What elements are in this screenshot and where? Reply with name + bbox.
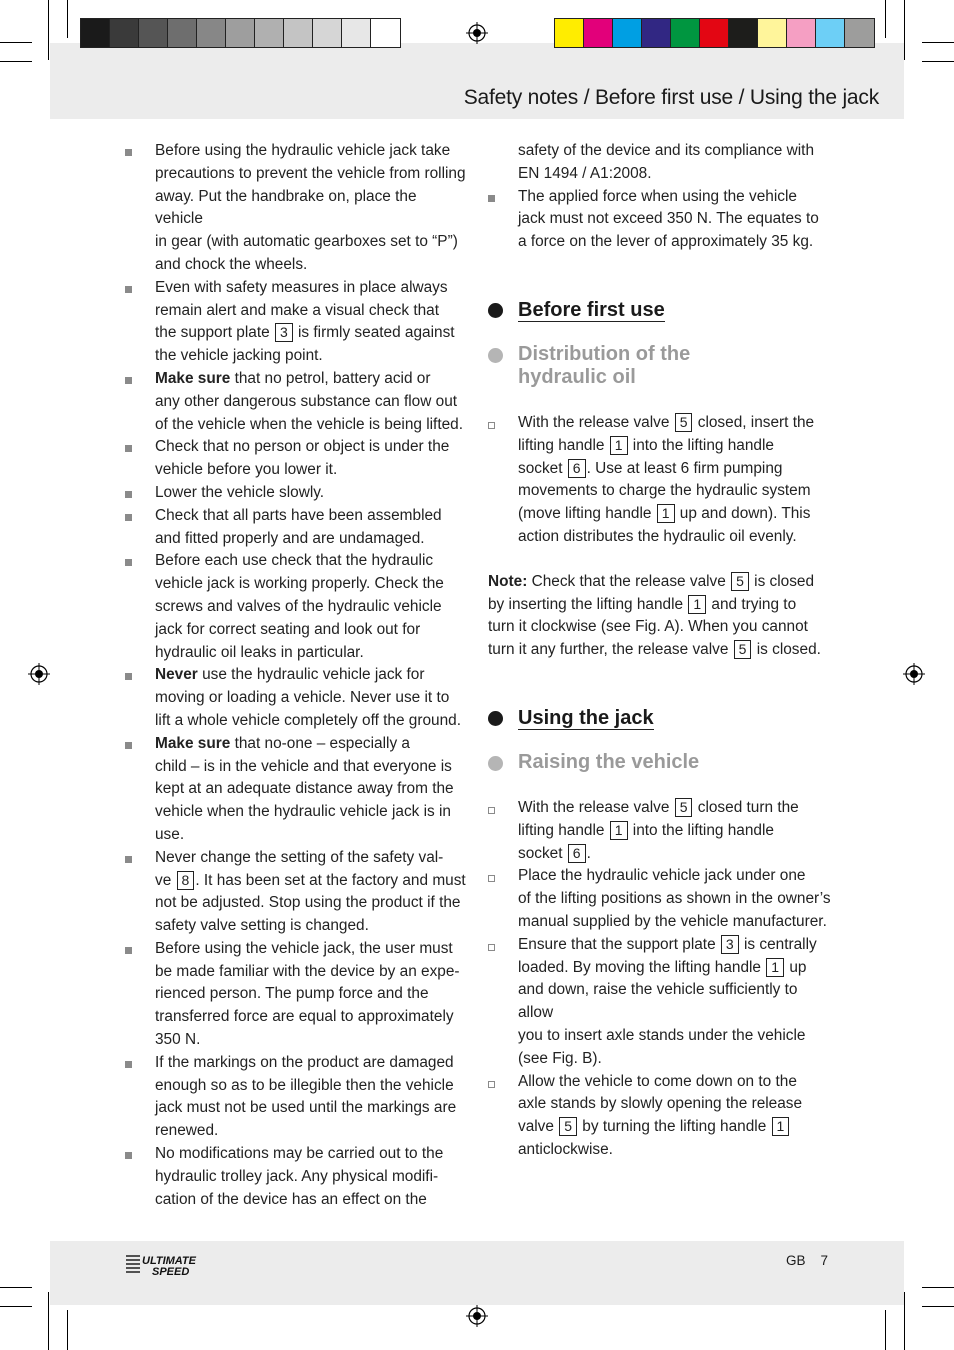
square-bullet-icon [125,286,132,293]
list-item: Before using the hydraulic vehicle jack take precautions to prevent the vehicle from rolling away. Put the handbrake on, place the vehicle in gear (with automatic gearboxes set to “P”) and chock the wheels. [122,140,468,277]
part-reference: 1 [688,595,706,614]
crop-mark [67,1310,68,1350]
crop-mark [67,0,68,38]
step-item: With the release valve 5 closed, insert the lifting handle 1 into the lifting handle socket 6 . Use at least 6 firm pumping movements to charge the hydraulic system (move lifting handle 1 up and down). This action distributes the hydraulic oil evenly. [488,412,832,549]
color-swatch [284,19,313,47]
registration-mark-icon [466,22,488,44]
list-item: Lower the vehicle slowly. [122,482,468,505]
color-swatch [81,19,110,47]
part-reference: 1 [766,958,784,977]
color-swatch [584,19,613,47]
subheading-raising-the-vehicle: Raising the vehicle [488,751,832,774]
part-reference: 5 [559,1117,577,1136]
part-reference: 3 [721,935,739,954]
part-reference: 3 [275,323,293,342]
color-swatch [168,19,197,47]
crop-mark [922,1287,954,1288]
section-heading-using-the-jack: Using the jack [488,706,832,730]
crop-mark [0,1306,32,1307]
checkbox-bullet-icon [488,875,495,882]
color-swatch [845,19,874,47]
part-reference: 6 [568,844,586,863]
list-item: Never use the hydraulic vehicle jack for moving or loading a vehicle. Never use it to lift a whole vehicle completely off the ground. [122,664,468,732]
svg-text:SPEED: SPEED [152,1266,190,1278]
square-bullet-icon [125,514,132,521]
page-title: Safety notes / Before first use / Using the jack [463,86,879,109]
section-heading-before-first-use: Before first use [488,298,832,322]
list-item: Never change the setting of the safety val- ve 8 . It has been set at the factory and must not be adjusted. Stop using the product if the safety valve setting is changed. [122,847,468,938]
crop-mark [0,1287,32,1288]
square-bullet-icon [125,445,132,452]
square-bullet-icon [125,673,132,680]
square-bullet-icon [125,149,132,156]
list-item: No modifications may be carried out to the hydraulic trolley jack. Any physical modifi- cation of the device has an effect on the [122,1143,468,1211]
gray-bullet-icon [488,348,503,363]
svg-text:ULTIMATE: ULTIMATE [142,1255,196,1267]
list-item: Before using the vehicle jack, the user must be made familiar with the device by an expe- rienced person. The pump force and the transferred force are equal to approximately 350 N. [122,938,468,1052]
list-item: The applied force when using the vehicle jack must not exceed 350 N. The equates to a force on the lever of approximately 35 kg. [488,186,832,254]
part-reference: 5 [731,572,749,591]
crop-mark [48,0,49,60]
part-reference: 1 [657,504,675,523]
checkbox-bullet-icon [488,807,495,814]
continued-text: safety of the device and its compliance with EN 1494 / A1:2008. [518,142,814,182]
color-swatch [613,19,642,47]
part-reference: 8 [177,871,195,890]
crop-mark [904,0,905,60]
part-reference: 5 [734,640,752,659]
checkbox-bullet-icon [488,1081,495,1088]
list-item: Even with safety measures in place always remain alert and make a visual check that the support plate 3 is firmly seated against the vehicle jacking point. [122,277,468,368]
square-bullet-icon [488,195,495,202]
list-item: If the markings on the product are damaged enough so as to be illegible then the vehicle jack must not be used until the markings are renewed. [122,1052,468,1143]
square-bullet-icon [125,947,132,954]
crop-mark [922,1306,954,1307]
color-swatch [642,19,671,47]
crop-mark [48,1292,49,1350]
color-swatch [758,19,787,47]
part-reference: 1 [610,436,628,455]
part-reference: 1 [772,1117,790,1136]
page-number: GB 7 [785,1253,828,1268]
part-reference: 1 [610,821,628,840]
subheading-distribution: Distribution of the hydraulic oil [488,343,832,389]
part-reference: 6 [568,459,586,478]
color-calibration-bar [554,18,875,48]
crop-mark [0,42,32,43]
color-swatch [139,19,168,47]
step-item: Place the hydraulic vehicle jack under one of the lifting positions as shown in the owner’s manual supplied by the vehicle manufacturer. [488,865,832,933]
list-item: Check that no person or object is under the vehicle before you lower it. [122,436,468,482]
square-bullet-icon [125,559,132,566]
square-bullet-icon [125,491,132,498]
crop-mark [922,61,954,62]
color-swatch [110,19,139,47]
color-swatch [226,19,255,47]
registration-mark-icon [466,1305,488,1327]
part-reference: 5 [675,413,693,432]
list-item: Check that all parts have been assembled and fitted properly and are undamaged. [122,505,468,551]
color-swatch [671,19,700,47]
crop-mark [0,61,32,62]
safety-notes-list [122,140,468,1211]
color-swatch [816,19,845,47]
step-item: Allow the vehicle to come down on to the axle stands by slowly opening the release valve 5 by turning the lifting handle 1 anticlockwise. [488,1071,832,1162]
square-bullet-icon [125,1152,132,1159]
list-item: Before each use check that the hydraulic vehicle jack is working properly. Check the screws and valves of the hydraulic vehicle jack for correct seating and look out for hydraulic oil leaks in particular. [122,550,468,664]
registration-mark-icon [903,663,925,685]
ultimate-speed-logo [126,1252,214,1278]
list-item: Make sure that no-one – especially a child – is in the vehicle and that everyone is kept at an adequate distance away from the vehicle when the hydraulic vehicle jack is in use. [122,733,468,847]
gray-bullet-icon [488,756,503,771]
color-swatch [555,19,584,47]
color-swatch [729,19,758,47]
right-column [488,140,832,1162]
checkbox-bullet-icon [488,944,495,951]
step-item: With the release valve 5 closed turn the lifting handle 1 into the lifting handle socket 6 . [488,797,832,865]
list-item: Make sure that no petrol, battery acid or any other dangerous substance can flow out of the vehicle when the vehicle is being lifted. [122,368,468,436]
color-swatch [313,19,342,47]
crop-mark [904,1292,905,1350]
square-bullet-icon [125,1061,132,1068]
part-reference: 5 [675,798,693,817]
color-swatch [342,19,371,47]
color-swatch [371,19,400,47]
crop-mark [885,1310,886,1350]
crop-mark [922,42,954,43]
registration-mark-icon [28,663,50,685]
step-item: Ensure that the support plate 3 is centrally loaded. By moving the lifting handle 1 up and down, raise the vehicle sufficiently to allow you to insert axle stands under the vehicle (see Fig. B). [488,934,832,1071]
raising-steps [488,797,832,1162]
square-bullet-icon [125,377,132,384]
crop-mark [885,0,886,38]
filled-bullet-icon [488,303,503,318]
left-column [122,140,468,1211]
color-swatch [197,19,226,47]
color-swatch [700,19,729,47]
color-swatch [255,19,284,47]
note-paragraph: Note: Check that the release valve 5 is closed by inserting the lifting handle 1 and trying to turn it clockwise (see Fig. A). When you cannot turn it any further, the release valve 5 is closed. [488,572,821,659]
color-swatch [787,19,816,47]
square-bullet-icon [125,742,132,749]
checkbox-bullet-icon [488,422,495,429]
filled-bullet-icon [488,711,503,726]
grayscale-bar [80,18,401,48]
distribution-steps [488,412,832,549]
square-bullet-icon [125,856,132,863]
